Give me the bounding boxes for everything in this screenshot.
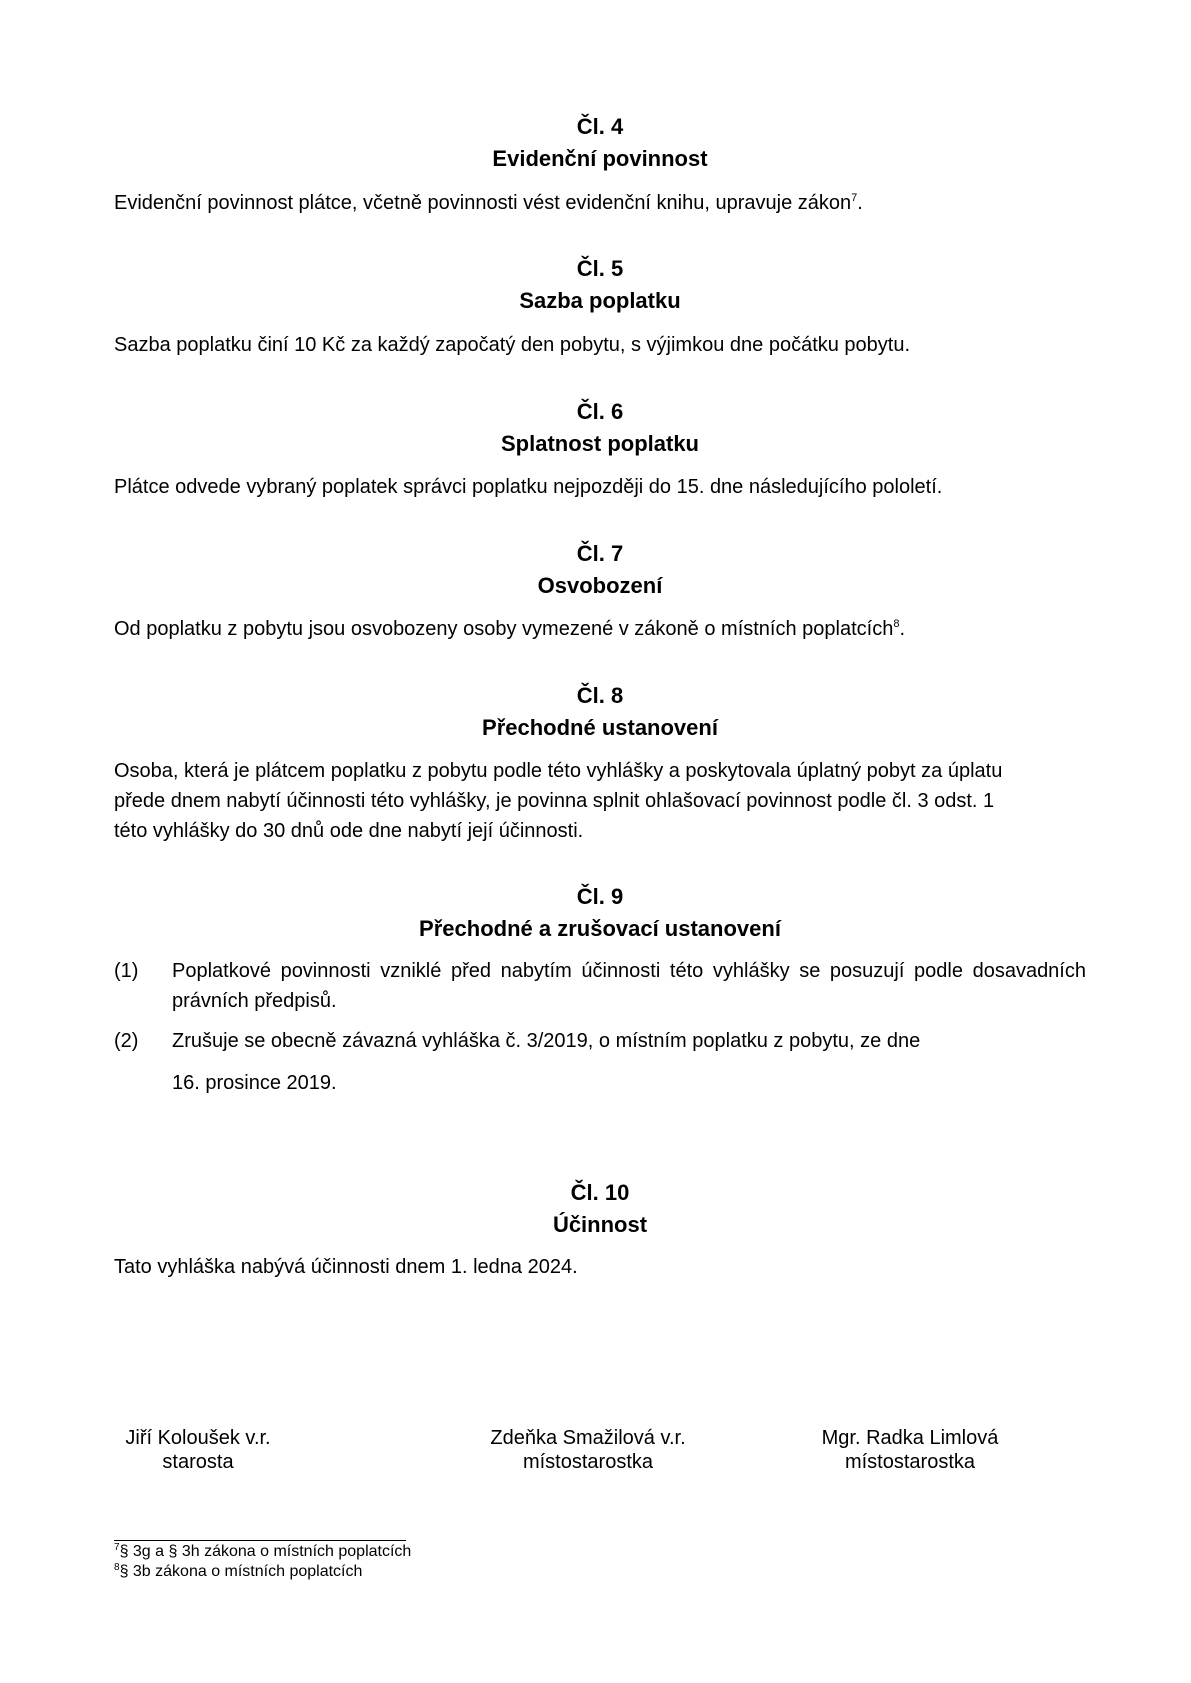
article-9-number: Čl. 9 (576, 884, 624, 909)
article-8-line-1: Osoba, která je plátcem poplatku z pobytu podle této vyhlášky a poskytovala úplatný pobyt za úplatu (114, 760, 1003, 782)
signature-block-deputy-2 (790, 1426, 1030, 1474)
article-5-text: Sazba poplatku činí 10 Kč za každý započatý den pobytu, s výjimkou dne počátku pobytu. (114, 334, 911, 356)
article-6-number: Čl. 6 (576, 399, 624, 424)
article-8-title: Přechodné ustanovení (482, 715, 718, 740)
signature-block-mayor (98, 1426, 298, 1474)
footnote-7 (114, 1542, 411, 1562)
article-4-end: . (857, 192, 863, 214)
signature-block-deputy-1 (448, 1426, 728, 1474)
article-9-item-1-number: (1) (114, 960, 139, 982)
article-7-number: Čl. 7 (576, 541, 624, 566)
signature-role: místostarostka (844, 1451, 976, 1473)
article-9-item-2-text-continued: 16. prosince 2019. (172, 1072, 337, 1094)
article-9-item-2-text: Zrušuje se obecně závazná vyhláška č. 3/2019, o místním poplatku z pobytu, ze dne (172, 1030, 921, 1052)
article-10-number: Čl. 10 (570, 1180, 630, 1205)
article-4-title: Evidenční povinnost (492, 146, 708, 171)
article-8-line-3: této vyhlášky do 30 dnů ode dne nabytí její účinnosti. (114, 820, 584, 842)
footnote-text: § 3g a § 3h zákona o místních poplatcích (119, 1543, 412, 1560)
signature-name: Jiří Koloušek v.r. (125, 1427, 271, 1449)
article-6-text: Plátce odvede vybraný poplatek správci poplatku nejpozději do 15. dne následujícího pololetí. (114, 476, 943, 498)
article-4-text (114, 188, 1086, 218)
article-5-number: Čl. 5 (576, 256, 624, 281)
footnote-separator (114, 1540, 406, 1541)
footnote-ref-7: 7 (851, 192, 858, 204)
footnote-text: § 3b zákona o místních poplatcích (119, 1563, 363, 1580)
article-9-item-1-text: Poplatkové povinnosti vzniklé před nabytím účinnosti této vyhlášky se posuzují podle dosavadních právních předpisů. (172, 960, 1086, 1012)
signature-name: Zdeňka Smažilová v.r. (490, 1427, 686, 1449)
article-7-title: Osvobození (537, 573, 663, 598)
signature-name: Mgr. Radka Limlová (821, 1427, 999, 1449)
article-10-text: Tato vyhláška nabývá účinnosti dnem 1. ledna 2024. (114, 1256, 578, 1278)
footnote-mark: 7 (114, 1542, 120, 1553)
signature-role: starosta (162, 1451, 234, 1473)
signature-role: místostarostka (522, 1451, 654, 1473)
article-9-item-2-number: (2) (114, 1030, 139, 1052)
article-8-line-2: přede dnem nabytí účinnosti této vyhlášky, je povinna splnit ohlašovací povinnost podle čl. 3 odst. 1 (114, 790, 995, 812)
article-5-title: Sazba poplatku (519, 288, 681, 313)
footnote-8 (114, 1562, 362, 1582)
article-8-number: Čl. 8 (576, 683, 624, 708)
article-6-title: Splatnost poplatku (501, 431, 699, 456)
article-7-end: . (899, 618, 906, 640)
article-10-title: Účinnost (552, 1212, 648, 1237)
article-9-title: Přechodné a zrušovací ustanovení (419, 916, 781, 941)
article-7-body: Od poplatku z pobytu jsou osvobozeny osoby vymezené v zákoně o místních poplatcích (114, 618, 894, 640)
article-4-number: Čl. 4 (576, 114, 624, 139)
footnote-ref-8: 8 (893, 618, 900, 630)
footnote-mark: 8 (114, 1562, 120, 1573)
article-4-body: Evidenční povinnost plátce, včetně povinnosti vést evidenční knihu, upravuje zákon (114, 192, 852, 214)
article-7-text (114, 614, 1086, 644)
